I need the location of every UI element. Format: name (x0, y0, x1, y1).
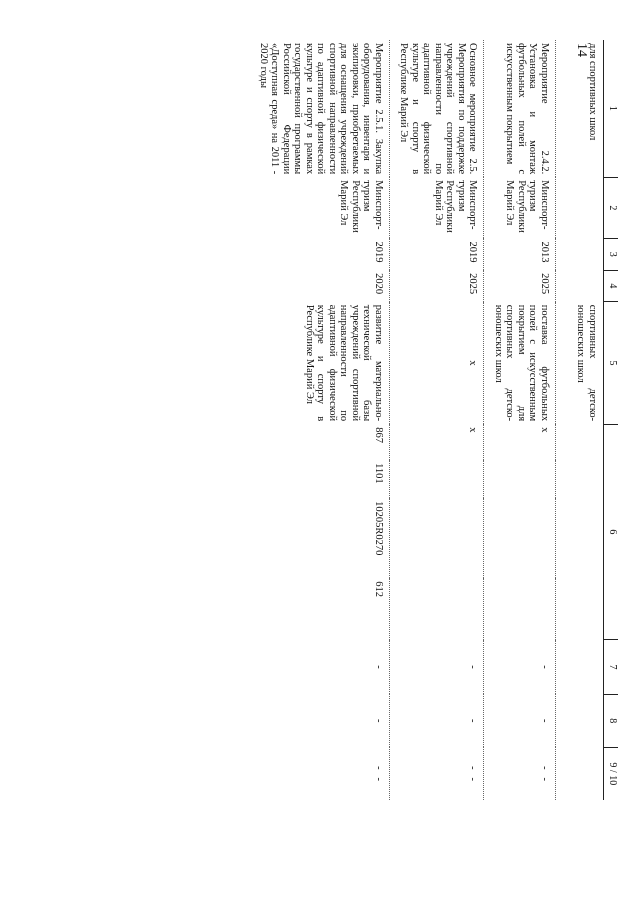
cell-budget-section (484, 460, 556, 498)
cell-measure-name: Основное мероприятие 2.5. Мероприятия по поддержке учреждений спортивной направленности по адаптивной физической культуре и спорту в Республике Марий Эл (390, 40, 485, 177)
cell-measure-name: Мероприятие 2.4.2. Установка и монтаж футбольных полей с искусственным покрытием (484, 40, 556, 177)
header-cell: 3 (604, 238, 619, 270)
cell-col9-10: - - (484, 747, 556, 800)
cell-col7: - (484, 640, 556, 695)
cell-budget-code: 867 (373, 427, 384, 443)
cell-expected-result: спортивных детско-юношеских школ (556, 302, 604, 424)
header-cell: 9 / 10 (604, 747, 619, 800)
cell-col9-10: - - (373, 766, 384, 781)
header-cell: 4 (604, 270, 619, 302)
cell-expected-result: х (390, 302, 485, 424)
cell-budget-type (390, 578, 485, 639)
table-row (484, 40, 556, 800)
cell-col8: - (484, 694, 556, 747)
header-cell-9: 9 (607, 762, 618, 768)
cell-budget-code: х (390, 424, 485, 460)
header-cell: 7 (604, 640, 619, 695)
program-measures-table (250, 40, 619, 800)
header-cell-10: 10 (607, 775, 618, 786)
header-cell: 6 (604, 424, 619, 639)
header-cell: 1 (604, 40, 619, 177)
header-cell: 2 (604, 177, 619, 238)
cell-executor: Минспорт-туризм Республики Марий Эл (338, 180, 384, 233)
table-row (390, 40, 485, 800)
rotated-table-container (128, 40, 618, 800)
table-row (250, 40, 390, 800)
cell-executor: Минспорт-туризм Республики Марий Эл (484, 177, 556, 238)
header-cell: 5 (604, 302, 619, 424)
cell-budget-target: 10205R0270 (373, 501, 384, 556)
cell-col8: - (373, 719, 384, 723)
page-number: 14 (574, 43, 589, 57)
cell-col7: - (390, 640, 485, 695)
cell-col9-10: - - (390, 747, 485, 800)
cell-budget-code: х (484, 424, 556, 460)
cell-budget-section: 1101 (373, 463, 384, 484)
cell-end-year: 2020 (373, 273, 384, 295)
cell-end-year: 2025 (390, 270, 485, 302)
cell-start-year: 2019 (390, 238, 485, 270)
table-row-continuation (556, 40, 604, 800)
column-number-header (604, 40, 619, 800)
cell-start-year: 2019 (373, 241, 384, 263)
cell-measure-name: для спортивных школ (556, 40, 604, 177)
cell-budget-type: 612 (373, 581, 384, 598)
cell-col7: - (373, 665, 384, 669)
cell-measure-name: Мероприятие 2.5.1. Закупка оборудования, инвентаря и экипировки, приобретаемых для оснащения учреждений спортивной направленности по адаптивной физической культуре и спорту в рамках государственной программы Российской Федерации «Доступная среда» на 2011 - 2020 годы (258, 43, 384, 175)
cell-col8: - (390, 694, 485, 747)
cell-budget-section (390, 460, 485, 498)
header-cell: 8 (604, 694, 619, 747)
cell-end-year: 2025 (484, 270, 556, 302)
cell-executor: Минспорт-туризм Республики Марий Эл (390, 177, 485, 238)
cell-expected-result: развитие материально-технической базы учреждений спортивной направленности по адаптивной физической культуре и спорту в Республике Марий Эл (304, 304, 384, 422)
cell-budget-type (484, 578, 556, 639)
cell-start-year: 2013 (484, 238, 556, 270)
cell-expected-result: поставка футбольных полей с искусственным покрытием для спортивных детско-юношеских школ (484, 302, 556, 424)
cell-budget-target (484, 498, 556, 578)
cell-budget-target (390, 498, 485, 578)
